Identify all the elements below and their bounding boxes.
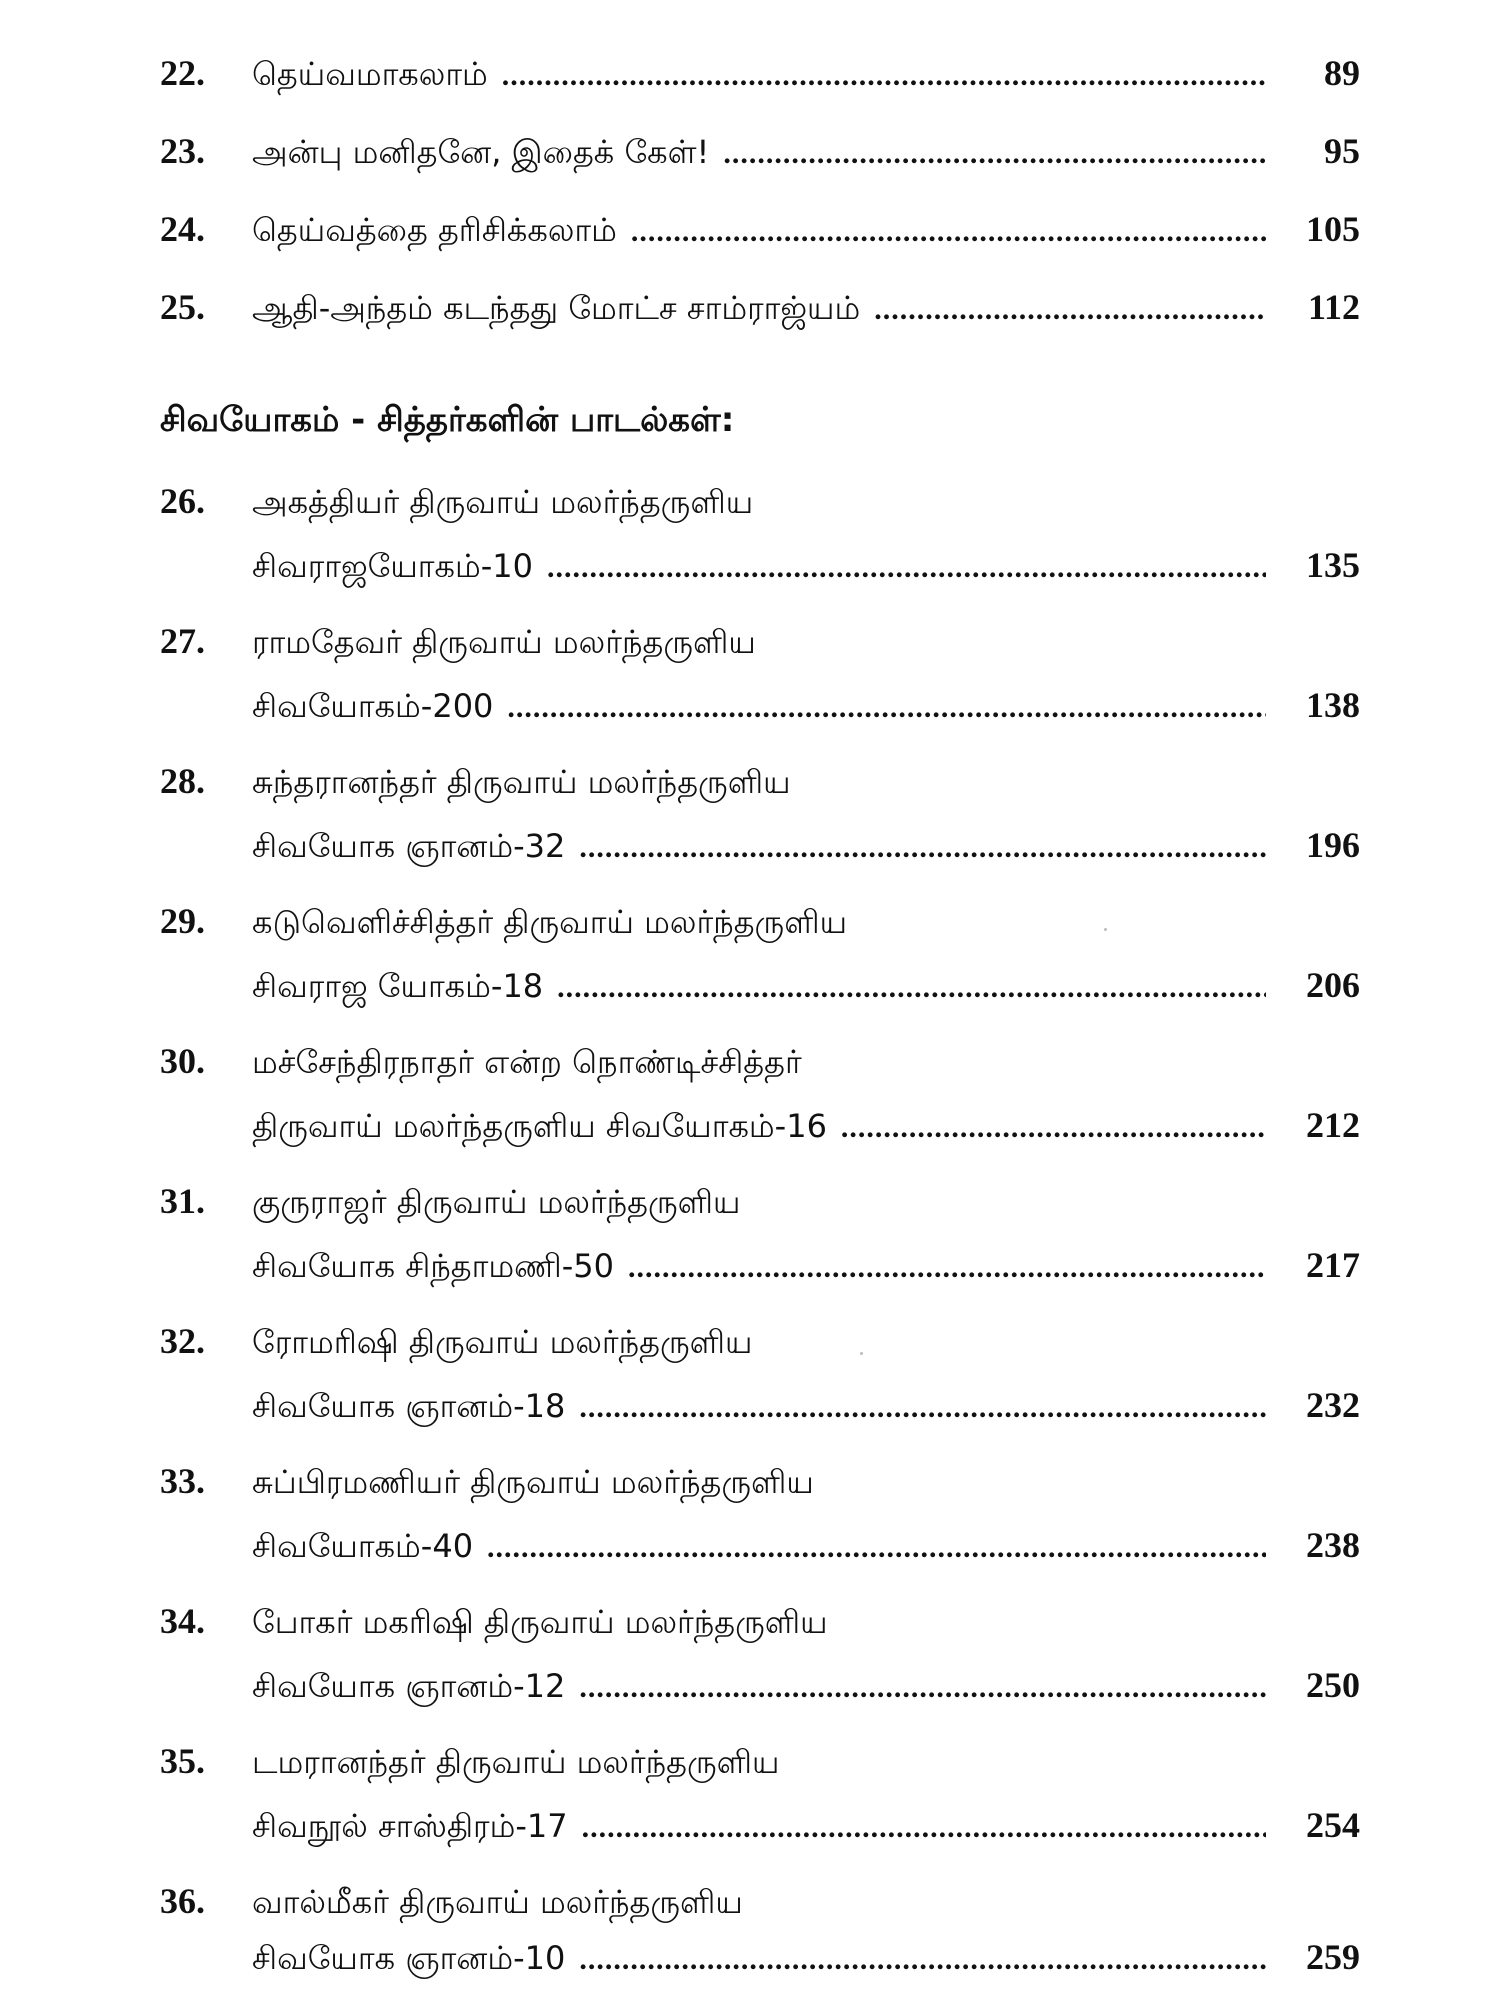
entry-first-line: [160, 1320, 1360, 1380]
dot-leader: [487, 1531, 1266, 1565]
entry-first-line: [160, 760, 1360, 820]
entry-second-line: [160, 1104, 1360, 1164]
entry-number: 29.: [160, 901, 205, 941]
entry-second-line: [160, 1384, 1360, 1444]
entry-second-line: [160, 1244, 1360, 1304]
dot-leader: [723, 137, 1266, 171]
entry-second-line: [160, 1936, 1360, 1996]
entry-page-number: 238: [1306, 1525, 1360, 1565]
entry-number: 27.: [160, 621, 205, 661]
section-heading: சிவயோகம் - சித்தர்களின் பாடல்கள்:: [160, 400, 735, 440]
dot-leader: [547, 551, 1266, 585]
dot-leader: [579, 1391, 1266, 1425]
entry-second-line: [160, 1664, 1360, 1724]
entry-title: தெய்வமாகலாம்: [252, 55, 488, 93]
entry-second-line: [160, 1524, 1360, 1584]
entry-title-line1: சுந்தரானந்தர் திருவாய் மலர்ந்தருளிய: [252, 763, 791, 801]
entry-second-line: [160, 1804, 1360, 1864]
entry-number: 30.: [160, 1041, 205, 1081]
entry-first-line: [160, 1040, 1360, 1100]
entry-first-line: [160, 620, 1360, 680]
entry-number: 31.: [160, 1181, 205, 1221]
entry-second-line: [160, 684, 1360, 744]
entry-page-number: 254: [1306, 1805, 1360, 1845]
dot-leader: [582, 1811, 1266, 1845]
entry-title-line2: சிவயோக ஞானம்-10: [252, 1939, 566, 1977]
toc-entry: [160, 286, 1360, 346]
entry-page-number: 259: [1306, 1937, 1360, 1977]
dot-leader: [874, 293, 1266, 327]
entry-second-line: [160, 544, 1360, 604]
dot-leader: [507, 691, 1266, 725]
entry-first-line: [160, 900, 1360, 960]
entry-title-line2: சிவயோக ஞானம்-18: [252, 1387, 566, 1425]
entry-first-line: [160, 1180, 1360, 1240]
entry-title-line2: சிவயோகம்-200: [252, 687, 494, 725]
entry-page-number: 89: [1324, 53, 1360, 93]
entry-title-line2: சிவராஜயோகம்-10: [252, 547, 533, 585]
entry-title-line1: ராமதேவர் திருவாய் மலர்ந்தருளிய: [252, 623, 756, 661]
entry-page-number: 212: [1306, 1105, 1360, 1145]
dot-leader: [841, 1111, 1266, 1145]
entry-title-line2: திருவாய் மலர்ந்தருளிய சிவயோகம்-16: [252, 1107, 827, 1145]
entry-title-line2: சிவயோக ஞானம்-12: [252, 1667, 566, 1705]
entry-title-line2: சிவராஜ யோகம்-18: [252, 967, 544, 1005]
toc-entry: [160, 52, 1360, 112]
entry-number: 35.: [160, 1741, 205, 1781]
toc-entry: [160, 208, 1360, 268]
dot-leader: [579, 831, 1266, 865]
entry-title-line1: வால்மீகர் திருவாய் மலர்ந்தருளிய: [252, 1883, 743, 1921]
entry-page-number: 250: [1306, 1665, 1360, 1705]
entry-title-line2: சிவயோக சிந்தாமணி-50: [252, 1247, 614, 1285]
entry-first-line: [160, 1600, 1360, 1660]
entry-page-number: 138: [1306, 685, 1360, 725]
dot-leader: [579, 1671, 1266, 1705]
entry-number: 33.: [160, 1461, 205, 1501]
entry-title-line2: சிவயோகம்-40: [252, 1527, 474, 1565]
entry-page-number: 95: [1324, 131, 1360, 171]
scan-speck: [860, 1352, 863, 1355]
entry-first-line: [160, 480, 1360, 540]
entry-number: 24.: [160, 209, 205, 249]
entry-page-number: 232: [1306, 1385, 1360, 1425]
entry-page-number: 135: [1306, 545, 1360, 585]
entry-title: ஆதி-அந்தம் கடந்தது மோட்ச சாம்ராஜ்யம்: [252, 289, 861, 327]
dot-leader: [557, 971, 1266, 1005]
entry-title-line1: டமரானந்தர் திருவாய் மலர்ந்தருளிய: [252, 1743, 780, 1781]
toc-entry: [160, 130, 1360, 190]
entry-first-line: [160, 1460, 1360, 1520]
entry-title-line1: கடுவெளிச்சித்தர் திருவாய் மலர்ந்தருளிய: [252, 903, 847, 941]
entry-title-line2: சிவயோக ஞானம்-32: [252, 827, 566, 865]
entry-number: 36.: [160, 1881, 205, 1921]
entry-title-line1: ரோமரிஷி திருவாய் மலர்ந்தருளிய: [252, 1323, 753, 1361]
entry-title: அன்பு மனிதனே, இதைக் கேள்!: [252, 133, 710, 171]
entry-number: 28.: [160, 761, 205, 801]
entry-page-number: 206: [1306, 965, 1360, 1005]
entry-title: தெய்வத்தை தரிசிக்கலாம்: [252, 211, 617, 249]
entry-page-number: 196: [1306, 825, 1360, 865]
entry-title-line2: சிவநூல் சாஸ்திரம்-17: [252, 1807, 568, 1845]
entry-first-line: [160, 1880, 1360, 1940]
scan-speck: [1104, 928, 1107, 931]
entry-page-number: 112: [1307, 287, 1360, 327]
entry-first-line: [160, 1740, 1360, 1800]
dot-leader: [502, 59, 1266, 93]
entry-number: 22.: [160, 53, 205, 93]
entry-title-line1: மச்சேந்திரநாதர் என்ற நொண்டிச்சித்தர்: [252, 1043, 802, 1081]
dot-leader: [579, 1943, 1266, 1977]
entry-number: 25.: [160, 287, 205, 327]
entry-number: 26.: [160, 481, 205, 521]
entry-second-line: [160, 964, 1360, 1024]
entry-second-line: [160, 824, 1360, 884]
entry-title-line1: சுப்பிரமணியர் திருவாய் மலர்ந்தருளிய: [252, 1463, 814, 1501]
entry-number: 32.: [160, 1321, 205, 1361]
entry-title-line1: அகத்தியர் திருவாய் மலர்ந்தருளிய: [252, 483, 754, 521]
entry-number: 23.: [160, 131, 205, 171]
entry-number: 34.: [160, 1601, 205, 1641]
dot-leader: [631, 215, 1266, 249]
entry-page-number: 105: [1306, 209, 1360, 249]
entry-page-number: 217: [1306, 1245, 1360, 1285]
entry-title-line1: போகர் மகரிஷி திருவாய் மலர்ந்தருளிய: [252, 1603, 828, 1641]
dot-leader: [628, 1251, 1266, 1285]
entry-title-line1: குருராஜர் திருவாய் மலர்ந்தருளிய: [252, 1183, 741, 1221]
